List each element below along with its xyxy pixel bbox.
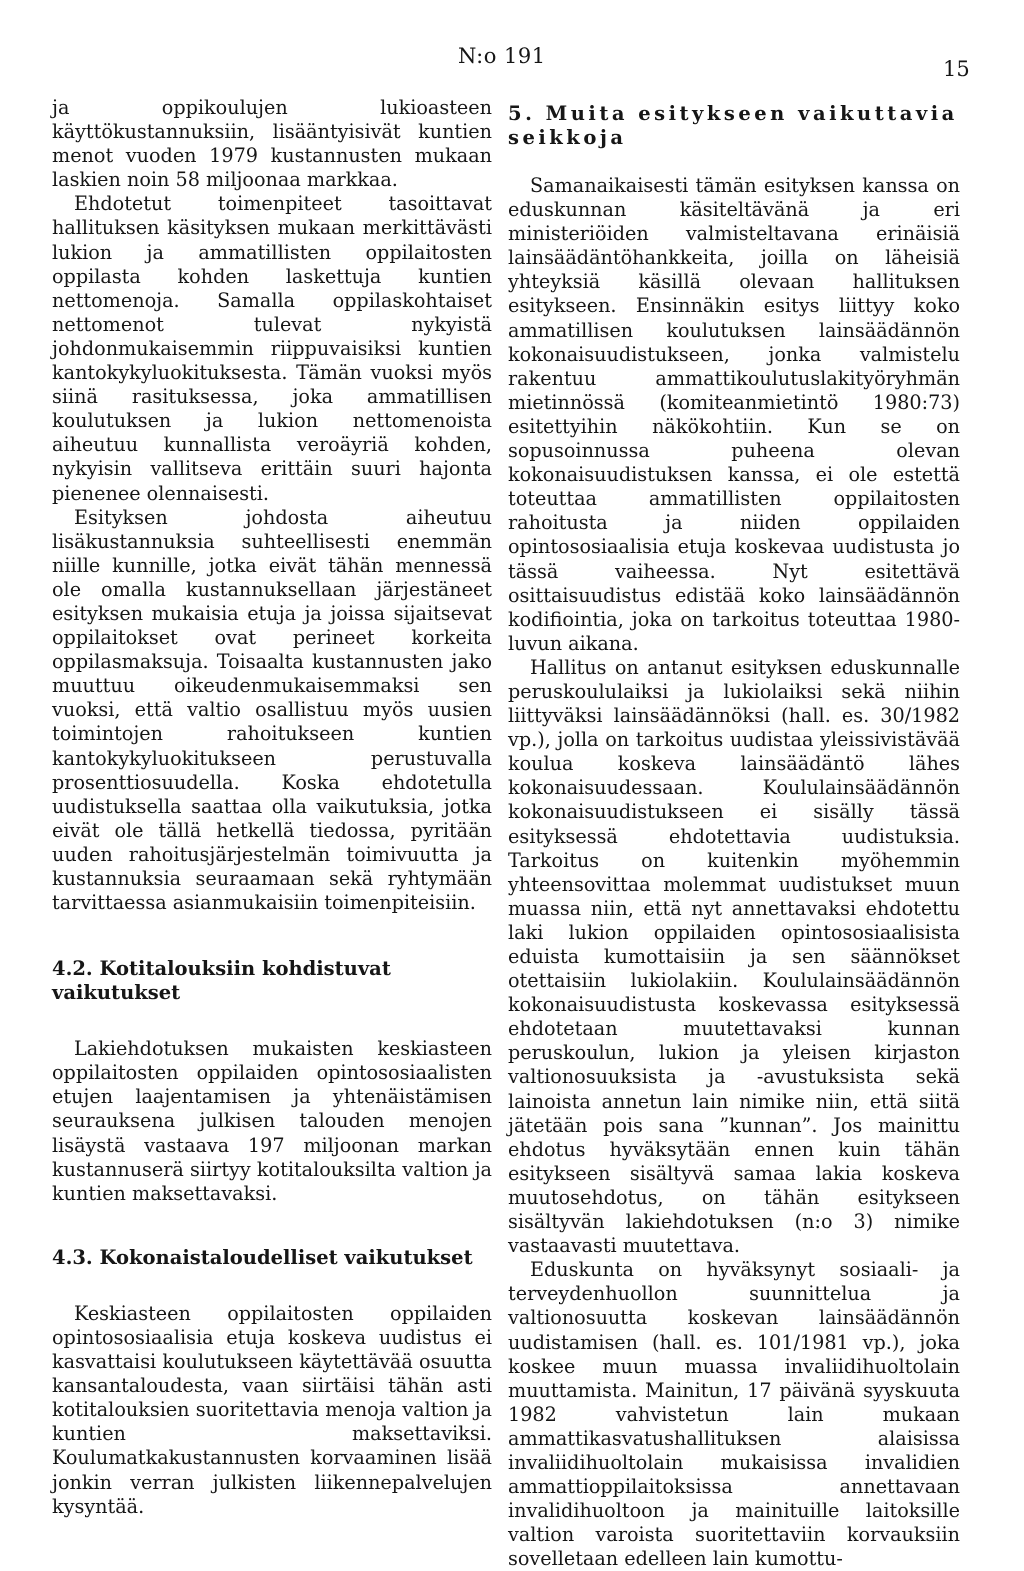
paragraph: Lakiehdotuksen mukaisten keskiasteen oppilaitosten oppilaiden opintososiaalisten etujen laajentamisen ja yhtenäistämisen seurauksena julkisen talouden menojen lisäystä vastaava 197 miljoonan markan kustannuserä siirtyy kotitalouksilta valtion ja kuntien maksettavaksi. [52,1037,492,1205]
page-number: 15 [943,57,970,81]
paragraph: Ehdotetut toimenpiteet tasoittavat hallituksen käsityksen mukaan merkittävästi lukion ja ammatillisten oppilaitosten oppilasta kohden laskettuja kuntien nettomenoja. Samalla oppilaskohtaiset nettomenot tulevat nykyistä johdonmukaisemmin riippuvaisiksi kuntien kantokykyluokituksesta. Tämän vuoksi myös siinä rasituksessa, joka ammatillisen koulutuksen ja lukion nettomenoista aiheutuu kunnallista veroäyriä kohden, nykyisin vallitseva erittäin suuri hajonta pienenee olennaisesti. [52,192,492,505]
paragraph: Esityksen johdosta aiheutuu lisäkustannuksia suhteellisesti enemmän niille kunnille, jotka eivät tähän mennessä ole omalla kustannuksellaan järjestäneet esityksen mukaisia etuja ja joissa sijaitsevat oppilaitokset ovat perineet korkeita oppilasmaksuja. Toisaalta kustannusten jako muuttuu oikeudenmukaisemmaksi sen vuoksi, että valtio osallistuu myös uusien toimintojen rahoitukseen kuntien kantokykyluokitukseen perustuvalla prosenttiosuudella. Koska ehdotetulla uudistuksella saattaa olla vaikutuksia, jotka eivät ole tällä hetkellä tiedossa, pyritään uuden rahoitusjärjestelmän toimivuutta ja kustannuksia seuraamaan sekä ryhtymään tarvittaessa asianmukaisiin toimenpiteisiin. [52,505,492,915]
paragraph: Hallitus on antanut esityksen eduskunnalle peruskoululaiksi ja lukiolaiksi sekä niihin liittyväksi lainsäädännöksi (hall. es. 30/1982 vp.), jolla on tarkoitus uudistaa yleissivistävää koulua koskeva lainsäädäntö lähes kokonaisuudessaan. Koululainsäädännön kokonaisuudistukseen ei sisälly tässä esityksessä ehdotettavia uudistuksia. Tarkoitus on kuitenkin myöhemmin yhteensovittaa molemmat uudistukset muun muassa niin, että nyt annettavaksi ehdotettu laki lukion oppilaiden opintososiaalisista eduista kumottaisiin ja sen säännökset otettaisiin lukiolakiin. Koululainsäädännön kokonaisuudistusta koskevassa esityksessä ehdotetaan muutettavaksi kunnan peruskoulun, lukion ja yleisen kirjaston valtionosuuksista ja -avustuksista sekä lainoista annetun lain nimike niin, että siitä jätetään pois sana ”kunnan”. Jos mainittu ehdotus hyväksytään ennen kuin tähän esitykseen sisältyvä samaa lakia koskeva muutosehdotus, on tähän esitykseen sisältyvän lakiehdotuksen (n:o 3) nimike vastaavasti muutettava. [508,655,960,1258]
left-column [52,96,492,1519]
section-heading-5: 5. Muita esitykseen vaikuttavia seikkoja [508,102,958,149]
paragraph: Eduskunta on hyväksynyt sosiaali- ja terveydenhuollon suunnittelua ja valtionosuutta koskevan lainsäädännön uudistamisen (hall. es. 101/1981 vp.), joka koskee muun muassa invaliidihuoltolain muuttamista. Mainitun, 17 päivänä syyskuuta 1982 vahvistetun lain mukaan ammattikasvatushallituksen alaisissa invaliidihuoltolain mukaisissa invalidien ammattioppilaitoksissa annettavaan invalidihuoltoon ja mainituille laitoksille valtion varoista suoritettaviin korvauksiin sovelletaan edelleen lain kumottu- [508,1258,960,1571]
paragraph: ja oppikoulujen lukioasteen käyttökustannuksiin, lisääntyisivät kuntien menot vuoden 1979 kustannusten mukaan laskien noin 58 miljoonaa markkaa. [52,96,492,192]
section-heading-4-3: 4.3. Kokonaistaloudelliset vaikutukset [52,1245,473,1269]
right-column [508,96,960,1571]
paragraph: Samanaikaisesti tämän esityksen kanssa on eduskunnan käsiteltävänä ja eri ministeriöiden valmisteltavana erinäisiä lainsäädäntöhankkeita, joilla on läheisiä yhteyksiä käsillä olevaan hallituksen esitykseen. Ensinnäkin esitys liittyy koko ammatillisen koulutuksen lainsäädännön kokonaisuudistukseen, jonka valmistelu rakentuu ammattikoulutuslakityöryhmän mietinnössä (komiteanmietintö 1980:73) esitettyihin näkökohtiin. Kun se on sopusoinnussa puheena olevan kokonaisuudistuksen kanssa, ei ole estettä toteuttaa ammatillisten oppilaitosten rahoitusta ja niiden oppilaiden opintososiaalisia etuja koskevaa uudistusta jo tässä vaiheessa. Nyt esitettävä osittaisuudistus edistää koko lainsäädännön kodifiointia, joka on tarkoitus toteuttaa 1980-luvun aikana. [508,174,960,655]
section-heading-4-2: 4.2. Kotitalouksiin kohdistuvat vaikutukset [52,957,391,1005]
document-number: N:o 191 [458,44,546,68]
paragraph: Keskiasteen oppilaitosten oppilaiden opintososiaalisia etuja koskeva uudistus ei kasvattaisi koulutukseen käytettävää osuutta kansantaloudesta, vaan siirtäisi tähän asti kotitalouksien suoritettavia menoja valtion ja kuntien maksettaviksi. Koulumatkakustannusten korvaaminen lisää jonkin verran julkisten liikennepalvelujen kysyntää. [52,1301,492,1518]
